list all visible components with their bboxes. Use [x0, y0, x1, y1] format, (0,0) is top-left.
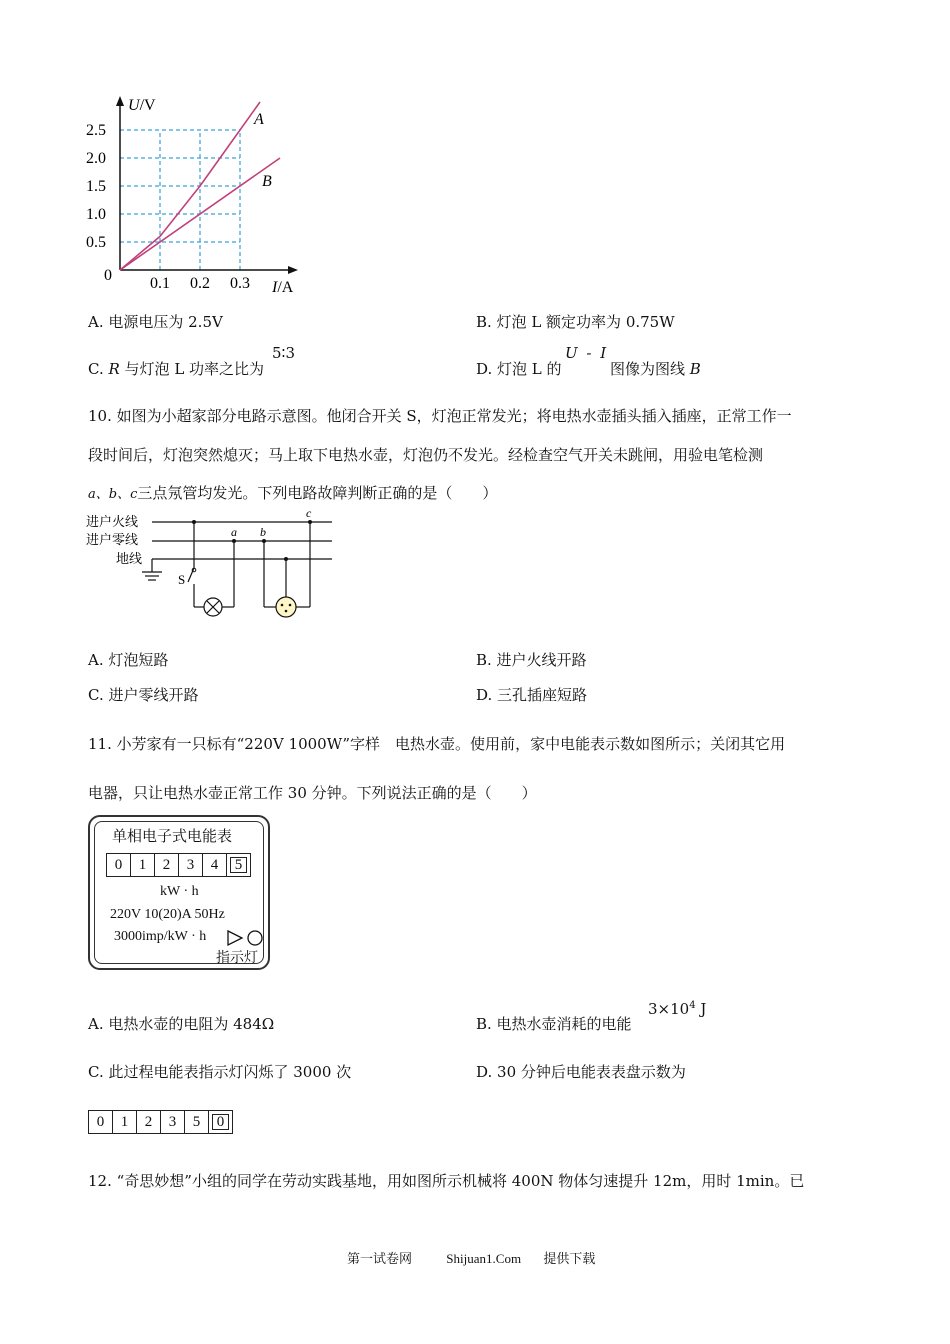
meter-digit: 1	[131, 854, 155, 876]
neutral-wire-label: 进户零线	[86, 532, 139, 547]
indicator-icon	[226, 929, 266, 947]
q9-option-c[interactable]	[88, 358, 264, 379]
x-axis-arrow	[288, 266, 298, 274]
meter-unit: kW · h	[160, 884, 199, 899]
series-label-a: A	[254, 111, 264, 128]
test-points: a、b、c	[88, 487, 138, 502]
answer-digit-decimal: 0	[209, 1111, 232, 1133]
x-tick-label: 0.3	[230, 275, 250, 292]
answer-digit: 5	[185, 1111, 209, 1133]
switch-s	[188, 568, 194, 582]
option-c-prefix: C.	[88, 360, 109, 378]
footer-site: 第一试卷网	[347, 1252, 413, 1267]
y-tick-label: 1.5	[86, 178, 106, 195]
q11-option-d[interactable]: D. 30 分钟后电能表表盘示数为	[476, 1063, 686, 1081]
point-a: a	[231, 525, 237, 539]
q10-stem-line1: 10. 如图为小超家部分电路示意图。他闭合开关 S，灯泡正常发光；将电热水壶插头插入插座，正常工作一	[88, 407, 792, 425]
three-pin-socket	[276, 597, 296, 617]
y-tick-label: 2.0	[86, 150, 106, 167]
footer-provide: 提供下载	[543, 1252, 596, 1267]
chart-grid	[120, 130, 240, 270]
ground-wire-label: 地线	[116, 551, 143, 566]
origin-label: 0	[104, 267, 112, 284]
answer-digit: 2	[137, 1111, 161, 1133]
point-b: b	[260, 525, 266, 539]
meter-digit: 0	[107, 854, 131, 876]
meter-digits	[106, 853, 251, 877]
q10-option-c[interactable]: C. 进户零线开路	[88, 686, 199, 704]
option-c-text: 与灯泡 L 功率之比为	[119, 360, 265, 378]
footer-url[interactable]: Shijuan1.Com	[446, 1251, 522, 1266]
indicator-label: 指示灯	[216, 950, 258, 966]
answer-digit: 0	[89, 1111, 113, 1133]
q9-option-c-ratio: 5∶3	[272, 344, 295, 362]
q10-option-b[interactable]: B. 进户火线开路	[476, 651, 587, 669]
meter-spec: 220V 10(20)A 50Hz	[110, 907, 225, 922]
meter-imp: 3000imp/kW · h	[114, 929, 207, 944]
circuit-diagram	[84, 508, 344, 623]
y-axis-arrow	[116, 96, 124, 106]
q11-option-a[interactable]: A. 电热水壶的电阻为 484Ω	[88, 1015, 275, 1033]
meter-digit-decimal: 5	[227, 854, 250, 876]
q10-stem-line3: a、b、c三点氖管均发光。下列电路故障判断正确的是（ ）	[88, 484, 498, 502]
y-axis-label: U/V	[128, 97, 156, 114]
meter-digit: 3	[179, 854, 203, 876]
resistor-symbol: R	[108, 360, 120, 378]
page-footer	[347, 1248, 595, 1267]
q10-option-d[interactable]: D. 三孔插座短路	[476, 686, 588, 704]
q10-stem-line2: 段时间后，灯泡突然熄灭；马上取下电热水壶，灯泡仍不发光。经检查空气开关未跳闸，用验电笔检测	[88, 446, 764, 464]
meter-title: 单相电子式电能表	[112, 827, 233, 845]
u-i-chart	[80, 88, 310, 303]
switch-label: S	[178, 572, 186, 587]
x-axis-label: I/A	[272, 279, 294, 296]
energy-meter	[88, 815, 270, 970]
q11-stem-line1: 11. 小芳家有一只标有“220V 1000W”字样 电热水壶。使用前，家中电能表示数如图所示；关闭其它用	[88, 735, 786, 753]
q11-option-b-value: $3\times 10^4$ J	[648, 1000, 707, 1018]
q9-option-d-suffix: 图像为图线 B	[610, 360, 701, 378]
x-tick-label: 0.2	[190, 275, 210, 292]
answer-digits	[88, 1110, 233, 1134]
y-tick-label: 0.5	[86, 234, 106, 251]
option-d-text: D. 灯泡 L 的	[476, 360, 562, 378]
q11-stem-line2: 电器，只让电热水壶正常工作 30 分钟。下列说法正确的是（ ）	[88, 784, 537, 802]
point-c: c	[306, 508, 312, 520]
q9-option-b[interactable]: B. 灯泡 L 额定功率为 0.75W	[476, 313, 675, 331]
q12-stem: 12. “奇思妙想”小组的同学在劳动实践基地，用如图所示机械将 400N 物体匀速提升 12m，用时 1min。已	[88, 1172, 805, 1190]
meter-digit: 4	[203, 854, 227, 876]
x-tick-label: 0.1	[150, 275, 170, 292]
live-wire-label: 进户火线	[86, 514, 139, 529]
answer-digit: 3	[161, 1111, 185, 1133]
q9-option-a[interactable]: A. 电源电压为 2.5V	[88, 313, 223, 331]
q11-option-b[interactable]: B. 电热水壶消耗的电能	[476, 1015, 632, 1033]
q9-option-d-formula: U - I	[565, 344, 609, 362]
series-label-b: B	[262, 173, 272, 190]
meter-digit: 2	[155, 854, 179, 876]
q11-option-c[interactable]: C. 此过程电能表指示灯闪烁了 3000 次	[88, 1063, 352, 1081]
y-tick-label: 1.0	[86, 206, 106, 223]
answer-digit: 1	[113, 1111, 137, 1133]
y-tick-label: 2.5	[86, 122, 106, 139]
q10-option-a[interactable]: A. 灯泡短路	[88, 651, 169, 669]
q9-option-d[interactable]	[476, 358, 562, 379]
